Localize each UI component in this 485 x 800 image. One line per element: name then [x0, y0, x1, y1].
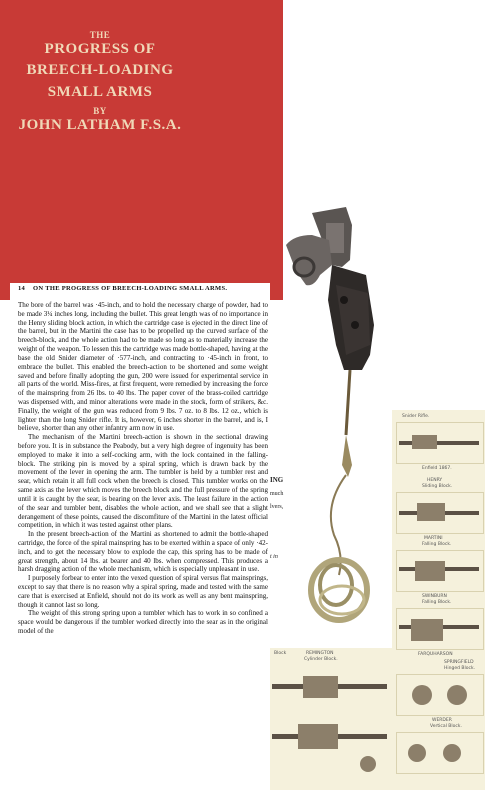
page-number: 14: [18, 285, 26, 292]
paragraph: The weight of this strong spring upon a tumbler which has to work in so confined a space would be dangerous if the tumbler worked directly into the sear as in the original model of the: [18, 609, 268, 636]
plate-snider: [396, 422, 484, 464]
cover-author: JOHN LATHAM F.S.A.: [18, 117, 182, 133]
plate-label: WERDER: [432, 718, 452, 723]
plate-label: Block: [274, 651, 287, 656]
plate-henry: [396, 492, 484, 534]
cover-title-breech: BREECH-LOADING: [26, 62, 174, 78]
page-header: [18, 285, 227, 292]
plate-label: HENRY: [427, 478, 443, 483]
plate-label: Vertical Block.: [430, 724, 462, 729]
plate-label: SPRINGFIELD: [444, 660, 474, 665]
cover-title-the: THE: [89, 30, 111, 40]
plate-label: SWINBURN: [422, 594, 447, 599]
plate-label: Enfield 1867.: [422, 466, 452, 471]
plate-label: Hinged Block.: [444, 666, 475, 671]
book-page: [10, 283, 270, 800]
running-head: ON THE PROGRESS OF BREECH-LOADING SMALL ARMS.: [33, 285, 228, 292]
plate-swinburn: [396, 608, 484, 650]
paragraph: The mechanism of the Martini breech-action is shown in the sectional drawing before you. It is in substance the Peabody, but a very high degree of ingenuity has been employed to make it into a self-cocking arm, with the lock contained in the falling-block. The striking pin is moved by a spiral spring, which is drawn back by the movement of the lever in opening the arm. The tumbler is held by a tumbler rest and sear, which retain it all full cock when the breech is closed. This tumbler works on the same axis as the lever which moves the breech block and the full pressure of the spring until it is caught by the sear, is bearing on the lever axis. The least failure in the action of the sear and tumbler bent, disables the whole action, and we shall see that a slight derangement of these points, caused the discomfiture of the Martini in the latest official competition, in which it was tested against other plans.: [18, 433, 268, 530]
paragraph: In the present breech-action of the Martini as shortened to admit the bottle-shaped cartridge, the force of the spiral mainspring has to be exerted within a space of only ·42-inch, and to get the necessary blow to explode the cap, this spring has to be made of great strength, about 14 lbs. at bearer and 40 lbs. when compressed. This produces a harsh dragging action of the whole mechanism, which is especially unpleasant in use.: [18, 530, 268, 574]
text-fragment: t in: [270, 554, 278, 560]
revolver-photo: [284, 205, 379, 635]
paragraph: I purposely forbear to enter into the vexed question of spiral versus flat mainsprings, except to say that there is no reason why a spiral spring, made and tested with the same care that is exercised at Enfield, should not do its work as well as any bent mainspring, though it cannot last so long.: [18, 574, 268, 609]
plate-label: Falling Block.: [422, 542, 452, 547]
rifle-plates-lower: [268, 648, 393, 790]
plate-label: Sliding Block.: [422, 484, 453, 489]
cover-title-progress: PROGRESS OF: [44, 41, 156, 57]
plate-label: Snider Rifle.: [402, 414, 430, 419]
cover-title-small-arms: SMALL ARMS: [47, 84, 153, 100]
text-fragment: much: [270, 491, 284, 497]
page-body: [18, 301, 268, 636]
paragraph: The bore of the barrel was ·45-inch, and to hold the necessary charge of powder, had to be made 3¼ inches long, including the bullet. This great length was of no importance in the Henry sliding block action, in which the cartridge case is ejected in the direct line of the barrel, but in the Martini the case has to be propelled up the curved surface of the breech-block, and the whole action had to be made so long as to materially increase the weight of the weapon. To lessen this the cartridge was made bottle-shaped, having at the base the old Snider diameter of ·577-inch, and contracting to ·45-inch in front, to embrace the bullet. This enabled the breech-action to be shortened and some weight saved and before finally adopting the gun, 200 were issued for experimental service in all parts of the world. Miss-fires, at first frequent, were remedied by increasing the force of the mainspring from 26 lbs. to 40 lbs. The paper cover of the brass-coiled cartridge was dispensed with, and minor alterations were made in the stock, form of strikers, &c. Finally, the weight of the gun was reduced from 9 lbs. 7 oz. to 8 lbs. 12 oz., which is lighter than the long Snider rifle. It is, however, 6 inches shorter in the barrel, and is, I believe, shorter than any other infantry arm now in use.: [18, 301, 268, 433]
plate-label: MARTINI: [424, 536, 443, 541]
plate-label: FARQUHARSON: [418, 652, 453, 657]
plate-werder: [396, 732, 484, 774]
plate-martini: [396, 550, 484, 592]
rifle-plates: [392, 410, 485, 790]
plate-label: Falling Block.: [422, 600, 452, 605]
cover-by: BY: [93, 106, 107, 116]
plate-springfield: [396, 674, 484, 716]
plate-label: REMINGTON: [306, 651, 334, 656]
text-fragment: lvers,: [270, 504, 284, 510]
book-cover: [0, 0, 283, 300]
text-fragment: ING: [270, 476, 284, 484]
plate-label: Cylinder Block.: [304, 657, 338, 662]
